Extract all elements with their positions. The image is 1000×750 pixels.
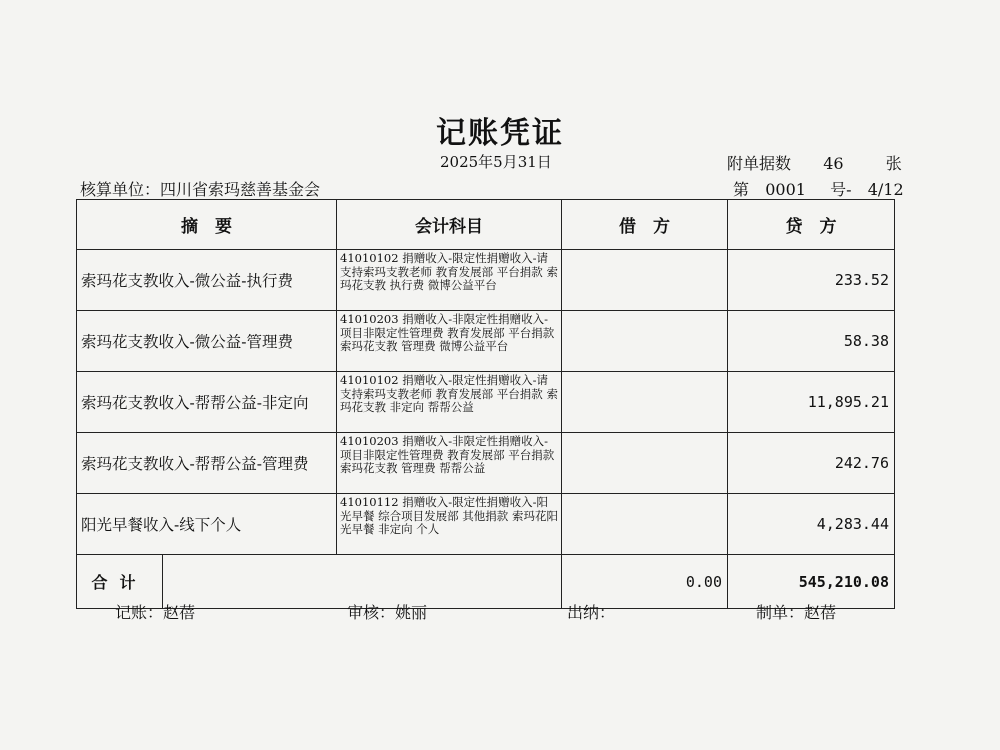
preparer-label: 制单： xyxy=(756,603,805,622)
total-label: 合计 xyxy=(77,555,163,609)
row-account: 41010102 捐赠收入-限定性捐赠收入-请支持索玛支教老师 教育发展部 平台捐款 索玛花支教 非定向 帮帮公益 xyxy=(337,372,562,433)
row-credit: 233.52 xyxy=(728,250,895,311)
voucher-date: 2025年5月31日 xyxy=(440,153,552,171)
preparer-name: 赵蓓 xyxy=(804,603,837,622)
reviewer-field xyxy=(347,600,427,623)
row-credit: 4,283.44 xyxy=(728,494,895,555)
total-debit: 0.00 xyxy=(562,555,728,609)
reviewer-name: 姚丽 xyxy=(395,603,428,622)
bookkeeper-label: 记账： xyxy=(115,603,164,622)
row-debit xyxy=(562,494,728,555)
voucher-number xyxy=(733,177,904,200)
voucher-title: 记账凭证 xyxy=(436,116,564,151)
row-account: 41010203 捐赠收入-非限定性捐赠收入-项目非限定性管理费 教育发展部 平台捐款 索玛花支教 管理费 帮帮公益 xyxy=(337,433,562,494)
ledger-table xyxy=(76,199,895,609)
accounting-unit xyxy=(80,177,320,200)
cashier-label: 出纳： xyxy=(567,603,616,622)
voucher-prefix: 第 xyxy=(733,180,750,199)
header-account: 会计科目 xyxy=(337,200,562,250)
row-account: 41010112 捐赠收入-限定性捐赠收入-阳光早餐 综合项目发展部 其他捐款 索玛花阳光早餐 非定向 个人 xyxy=(337,494,562,555)
row-credit: 58.38 xyxy=(728,311,895,372)
voucher-page: 4/12 xyxy=(867,180,904,199)
unit-label: 核算单位： xyxy=(80,180,161,199)
table-header-row xyxy=(77,200,895,250)
row-summary: 索玛花支教收入-帮帮公益-管理费 xyxy=(77,433,337,494)
row-account: 41010102 捐赠收入-限定性捐赠收入-请支持索玛支教老师 教育发展部 平台捐款 索玛花支教 执行费 微博公益平台 xyxy=(337,250,562,311)
row-debit xyxy=(562,433,728,494)
attachment-count xyxy=(727,151,902,174)
row-debit xyxy=(562,250,728,311)
bookkeeper-field xyxy=(115,600,195,623)
bookkeeper-name: 赵蓓 xyxy=(163,603,196,622)
header-summary: 摘 要 xyxy=(77,200,337,250)
row-summary: 索玛花支教收入-微公益-执行费 xyxy=(77,250,337,311)
voucher-suffix: 号- xyxy=(830,180,852,199)
voucher-number-value: 0001 xyxy=(765,180,806,199)
preparer-field xyxy=(756,600,836,623)
row-account: 41010203 捐赠收入-非限定性捐赠收入-项目非限定性管理费 教育发展部 平台捐款 索玛花支教 管理费 微博公益平台 xyxy=(337,311,562,372)
row-credit: 242.76 xyxy=(728,433,895,494)
attachment-label: 附单据数 xyxy=(727,154,792,173)
table-row xyxy=(77,494,895,555)
table-row xyxy=(77,372,895,433)
row-credit: 11,895.21 xyxy=(728,372,895,433)
row-summary: 索玛花支教收入-帮帮公益-非定向 xyxy=(77,372,337,433)
unit-name: 四川省索玛慈善基金会 xyxy=(160,180,321,199)
table-row xyxy=(77,433,895,494)
table-row xyxy=(77,311,895,372)
attachment-unit: 张 xyxy=(885,154,902,173)
header-debit: 借 方 xyxy=(562,200,728,250)
reviewer-label: 审核： xyxy=(347,603,396,622)
header-credit: 贷 方 xyxy=(728,200,895,250)
row-debit xyxy=(562,311,728,372)
row-summary: 阳光早餐收入-线下个人 xyxy=(77,494,337,555)
attachment-number: 46 xyxy=(823,154,844,173)
table-row xyxy=(77,250,895,311)
row-debit xyxy=(562,372,728,433)
row-summary: 索玛花支教收入-微公益-管理费 xyxy=(77,311,337,372)
cashier-field xyxy=(567,600,615,623)
total-credit: 545,210.08 xyxy=(728,555,895,609)
